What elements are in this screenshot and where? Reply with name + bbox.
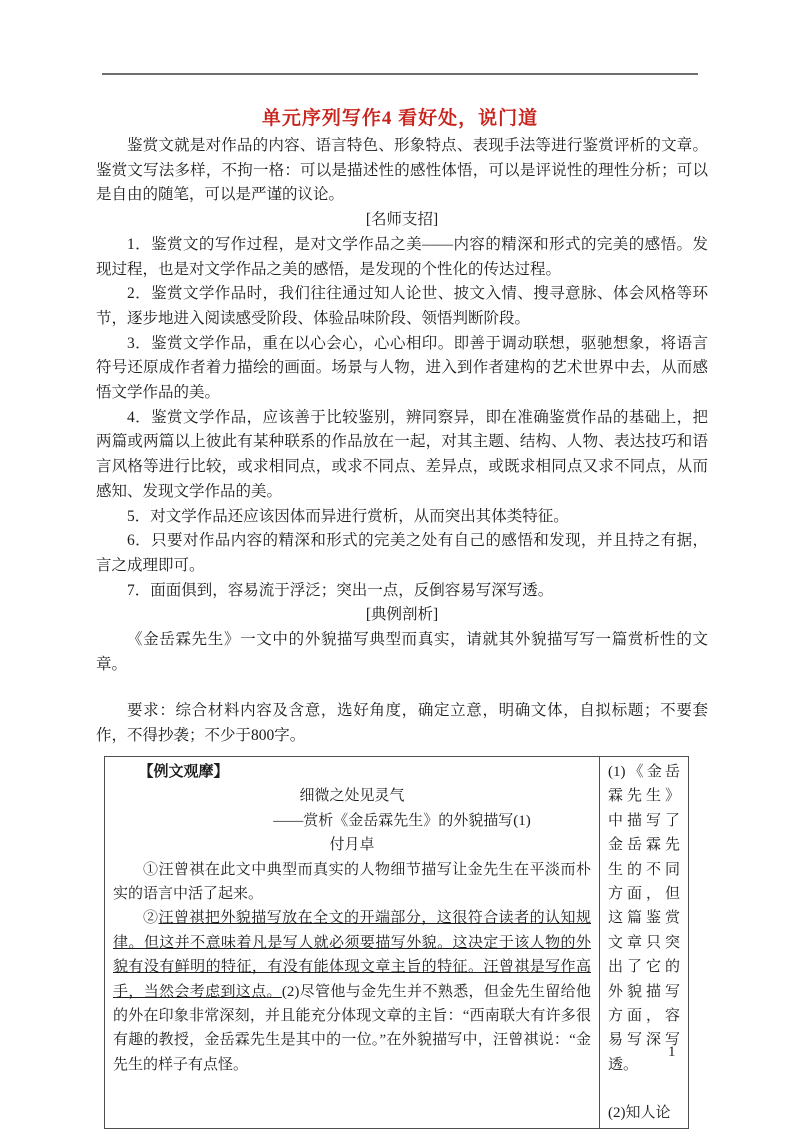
annotation-cell <box>600 756 689 1128</box>
tip-point-3: 3．鉴赏文学作品，重在以心会心，心心相印。即善于调动联想，驱驰想象，将语言符号还原成作者着力描绘的画面。场景与人物，进入到作者建构的艺术世界中去，从而感悟文学作品的美。 <box>96 334 708 402</box>
annotation-note-1: (1)《金岳霖先生》中描写了金岳霖先生的不同方面，但这篇鉴赏文章只突出了它的外貌描写方面，容易写深写透。 <box>608 763 680 1073</box>
header-rule <box>102 73 698 75</box>
example-essay-table <box>104 756 689 1129</box>
essay-paragraph-1: ①汪曾祺在此文中典型而真实的人物细节描写让金先生在平淡而朴实的语言中活了起来。 <box>113 861 591 902</box>
intro-paragraph: 鉴赏文就是对作品的内容、语言特色、形象特点、表现手法等进行鉴赏评析的文章。鉴赏文写法多样，不拘一格：可以是描述性的感性体悟，可以是评说性的理性分析；可以是自由的随笔，可以是严谨的议论。 <box>96 137 708 204</box>
tip-point-6: 6．只要对作品内容的精深和形式的完美之处有自己的感悟和发现，并且持之有据，言之成理即可。 <box>96 532 708 574</box>
tip-point-1: 1．鉴赏文的写作过程，是对文学作品之美——内容的精深和形式的完美的感悟。发现过程，也是对文学作品之美的感悟，是发现的个性化的传达过程。 <box>96 235 708 278</box>
section-heading-teacher-tips: [名师支招] <box>365 211 439 229</box>
essay-title: 细微之处见灵气 <box>299 788 405 805</box>
tip-point-5: 5．对文学作品还应该因体而异进行赏析，从而突出其体类特征。 <box>127 507 569 525</box>
case-requirements: 要求：综合材料内容及含意，选好角度，确定立意，明确文体，自拟标题；不要套作，不得抄袭；不少于800字。 <box>96 702 708 745</box>
document-body <box>96 134 708 1129</box>
essay-author: 付月卓 <box>329 837 375 854</box>
case-prompt: 《金岳霖先生》一文中的外貌描写典型而真实，请就其外貌描写写一篇赏析性的文章。 <box>96 631 708 673</box>
page-title: 单元序列写作4 看好处，说门道 <box>261 108 539 129</box>
essay-cell <box>105 756 600 1128</box>
section-heading-case-analysis: [典例剖析] <box>365 606 439 624</box>
essay-section-label: 【例文观摩】 <box>138 763 229 780</box>
underlined-passage: 汪曾祺把外貌描写放在全文的开端部分，这很符合读者的认知规律。但这并不意味着凡是写人就必须要描写外貌。这决定于该人物的外貌有没有鲜明的特征，有没有能体现文章主旨的特征。汪曾祺是写作高手，当然会考虑到这点。 <box>113 910 591 1000</box>
annotation-note-2: (2)知人论 <box>608 1105 671 1122</box>
essay-subtitle: ——赏析《金岳霖先生》的外貌描写(1) <box>273 812 531 829</box>
paragraph-marker: ② <box>143 910 159 927</box>
paragraph-continuation: (2)尽管他与金先生并不熟悉，但金先生留给他的外在印象非常深刻，并且能充分体现文章的主旨：“西南联大有许多很有趣的教授，金岳霖先生是其中的一位。”在外貌描写中，汪曾祺说：“金先生的样子有点怪。 <box>113 983 591 1073</box>
tip-point-2: 2．鉴赏文学作品时，我们往往通过知人论世、披文入情、搜寻意脉、体会风格等环节，逐步地进入阅读感受阶段、体验品味阶段、领悟判断阶段。 <box>96 285 708 327</box>
table-row <box>105 756 689 1128</box>
essay-paragraph-2 <box>113 906 591 1077</box>
page-number: 1 <box>668 1044 676 1060</box>
tip-point-4: 4．鉴赏文学作品，应该善于比较鉴别，辨同察异，即在准确鉴赏作品的基础上，把两篇或两篇以上彼此有某种联系的作品放在一起，对其主题、结构、人物、表达技巧和语言风格等进行比较，或求相同点，或求不同点、差异点，或既求相同点又求不同点，从而感知、发现文学作品的美。 <box>96 408 708 500</box>
tip-point-7: 7．面面俱到，容易流于浮泛；突出一点，反倒容易写深写透。 <box>127 581 554 599</box>
